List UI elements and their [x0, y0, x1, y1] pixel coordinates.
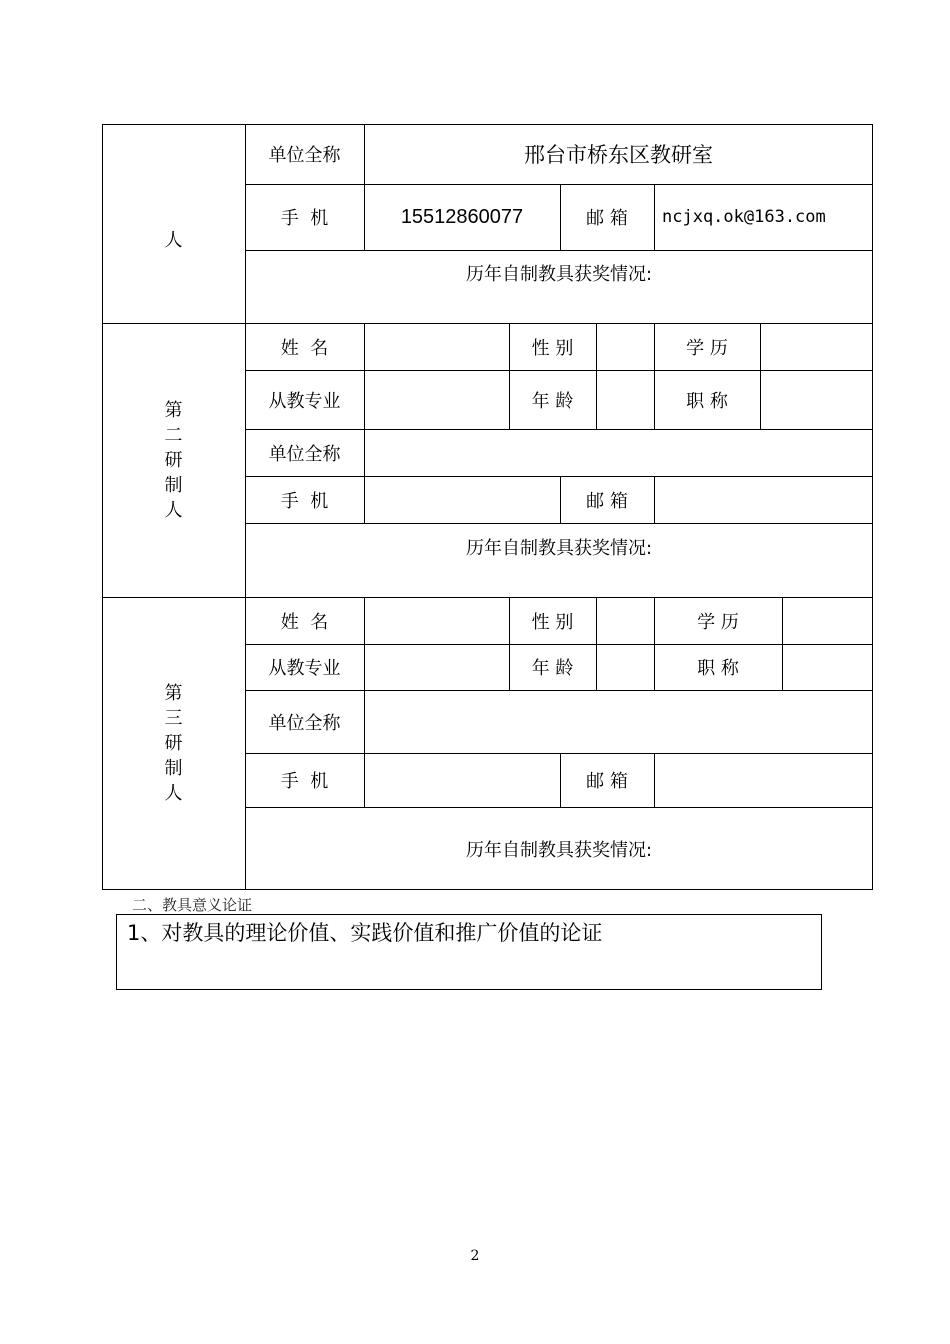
age-label: 年 龄	[531, 390, 574, 412]
major-label: 从教专业	[268, 390, 341, 412]
education-label: 学 历	[697, 611, 739, 633]
side-label-char: 制	[164, 474, 183, 496]
side-label-char: 三	[164, 708, 183, 729]
side-label-char: 研	[164, 733, 183, 754]
education-field[interactable]	[782, 597, 873, 644]
age-field[interactable]	[596, 370, 654, 429]
section-title: 二、教具意义论证	[132, 896, 253, 914]
email-field[interactable]	[654, 476, 873, 523]
unit-label: 单位全称	[268, 145, 341, 166]
unit-value: 邢台市桥东区教研室	[524, 143, 713, 167]
side-label-char: 人	[164, 499, 183, 521]
email-label: 邮 箱	[586, 490, 628, 512]
major-field[interactable]	[364, 644, 509, 690]
phone-label: 手 机	[280, 490, 329, 512]
major-label: 从教专业	[268, 658, 341, 679]
name-field[interactable]	[364, 323, 509, 370]
third-researcher-side-label	[102, 597, 245, 890]
significance-item: 1、对教具的理论价值、实践价值和推广价值的论证	[127, 921, 603, 945]
phone-label: 手 机	[280, 208, 329, 229]
education-label: 学 历	[686, 337, 728, 359]
gender-field[interactable]	[596, 597, 654, 644]
first-researcher-side-label: 人	[164, 229, 183, 251]
awards-label: 历年自制教具获奖情况:	[465, 264, 653, 285]
side-label-char: 第	[164, 399, 183, 421]
phone-field[interactable]	[364, 753, 560, 807]
researcher-table	[102, 124, 873, 890]
job-title-field[interactable]	[760, 370, 873, 429]
side-label-char: 研	[164, 449, 183, 471]
education-field[interactable]	[760, 323, 873, 370]
email-value: ncjxq.ok@163.com	[662, 207, 826, 227]
awards-label: 历年自制教具获奖情况:	[465, 839, 653, 861]
age-label: 年 龄	[531, 658, 574, 679]
side-label-char: 二	[164, 424, 183, 446]
awards-label: 历年自制教具获奖情况:	[465, 538, 653, 559]
gender-label: 性 别	[531, 611, 574, 633]
age-field[interactable]	[596, 644, 654, 690]
major-field[interactable]	[364, 370, 509, 429]
side-label-char: 制	[164, 758, 183, 779]
name-field[interactable]	[364, 597, 509, 644]
phone-label: 手 机	[280, 771, 329, 792]
gender-field[interactable]	[596, 323, 654, 370]
job-title-field[interactable]	[782, 644, 873, 690]
email-label: 邮 箱	[586, 208, 628, 229]
unit-label: 单位全称	[268, 443, 341, 465]
second-researcher-side-label	[102, 323, 245, 597]
job-title-label: 职 称	[686, 390, 728, 412]
page-number: 2	[470, 1248, 480, 1264]
name-label: 姓 名	[280, 337, 329, 359]
side-label-char: 第	[164, 683, 183, 704]
email-label: 邮 箱	[586, 771, 628, 792]
phone-value: 15512860077	[400, 205, 524, 228]
name-label: 姓 名	[280, 611, 329, 633]
job-title-label: 职 称	[697, 658, 739, 679]
email-field[interactable]	[654, 753, 873, 807]
unit-label: 单位全称	[268, 712, 341, 734]
unit-field[interactable]	[364, 429, 873, 476]
unit-field[interactable]	[364, 690, 873, 753]
phone-field[interactable]	[364, 476, 560, 523]
gender-label: 性 别	[531, 337, 574, 359]
significance-box	[116, 914, 822, 990]
side-label-char: 人	[164, 783, 183, 804]
